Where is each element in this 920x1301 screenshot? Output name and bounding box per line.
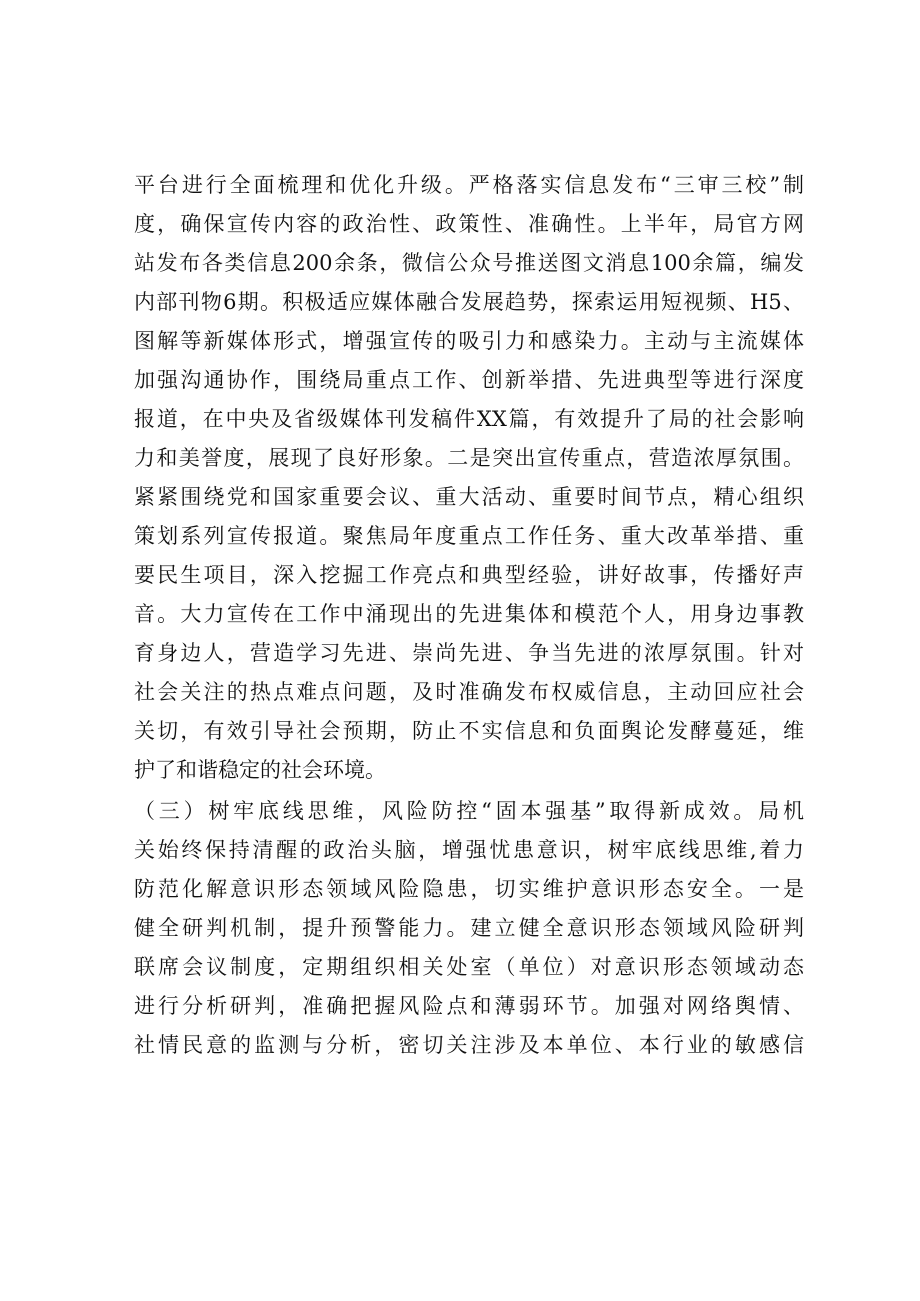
- text-line: 图解等新媒体形式，增强宣传的吸引力和感染力。主动与主流媒体: [134, 329, 804, 353]
- text-line: 紧紧围绕党和国家重要会议、重大活动、重要时间节点，精心组织: [134, 485, 804, 509]
- text-line: 育身边人，营造学习先进、崇尚先进、争当先进的浓厚氛围。针对: [134, 641, 804, 665]
- text-line: 报道，在中央及省级媒体刊发稿件XX篇，有效提升了局的社会影响: [134, 407, 804, 431]
- text-line: 社情民意的监测与分析，密切关注涉及本单位、本行业的敏感信: [134, 1033, 804, 1057]
- text-line: 音。大力宣传在工作中涌现出的先进集体和模范个人，用身边事教: [134, 602, 804, 626]
- document-body: [134, 166, 804, 1065]
- text-line: 进行分析研判，准确把握风险点和薄弱环节。加强对网络舆情、: [134, 994, 804, 1018]
- text-line: 内部刊物6期。积极适应媒体融合发展趋势，探索运用短视频、H5、: [134, 290, 804, 314]
- text-line: 策划系列宣传报道。聚焦局年度重点工作任务、重大改革举措、重: [134, 524, 804, 548]
- text-line: 健全研判机制，提升预警能力。建立健全意识形态领域风险研判: [134, 916, 804, 940]
- paragraph-2: [134, 792, 804, 1065]
- text-line: 关始终保持清醒的政治头脑，增强忧患意识，树牢底线思维,着力: [134, 838, 804, 862]
- text-line: 关切，有效引导社会预期，防止不实信息和负面舆论发酵蔓延，维: [134, 719, 804, 743]
- text-line: 度，确保宣传内容的政治性、政策性、准确性。上半年，局官方网: [134, 212, 804, 236]
- text-line: 护了和谐稳定的社会环境。: [134, 758, 386, 782]
- text-line: 加强沟通协作，围绕局重点工作、创新举措、先进典型等进行深度: [134, 368, 804, 392]
- text-line: 联席会议制度，定期组织相关处室（单位）对意识形态领域动态: [134, 955, 804, 979]
- text-line: 要民生项目，深入挖掘工作亮点和典型经验，讲好故事，传播好声: [134, 563, 804, 587]
- text-line: 力和美誉度，展现了良好形象。二是突出宣传重点，营造浓厚氛围。: [134, 446, 804, 470]
- text-line: 防范化解意识形态领域风险隐患，切实维护意识形态安全。一是: [134, 877, 804, 901]
- paragraph-1: [134, 166, 804, 790]
- text-line: 社会关注的热点难点问题，及时准确发布权威信息，主动回应社会: [134, 680, 804, 704]
- text-line: （三）树牢底线思维，风险防控“固本强基”取得新成效。局机: [134, 799, 804, 823]
- text-line: 站发布各类信息200余条，微信公众号推送图文消息100余篇，编发: [134, 251, 804, 275]
- text-line: 平台进行全面梳理和优化升级。严格落实信息发布“三审三校”制: [134, 173, 804, 197]
